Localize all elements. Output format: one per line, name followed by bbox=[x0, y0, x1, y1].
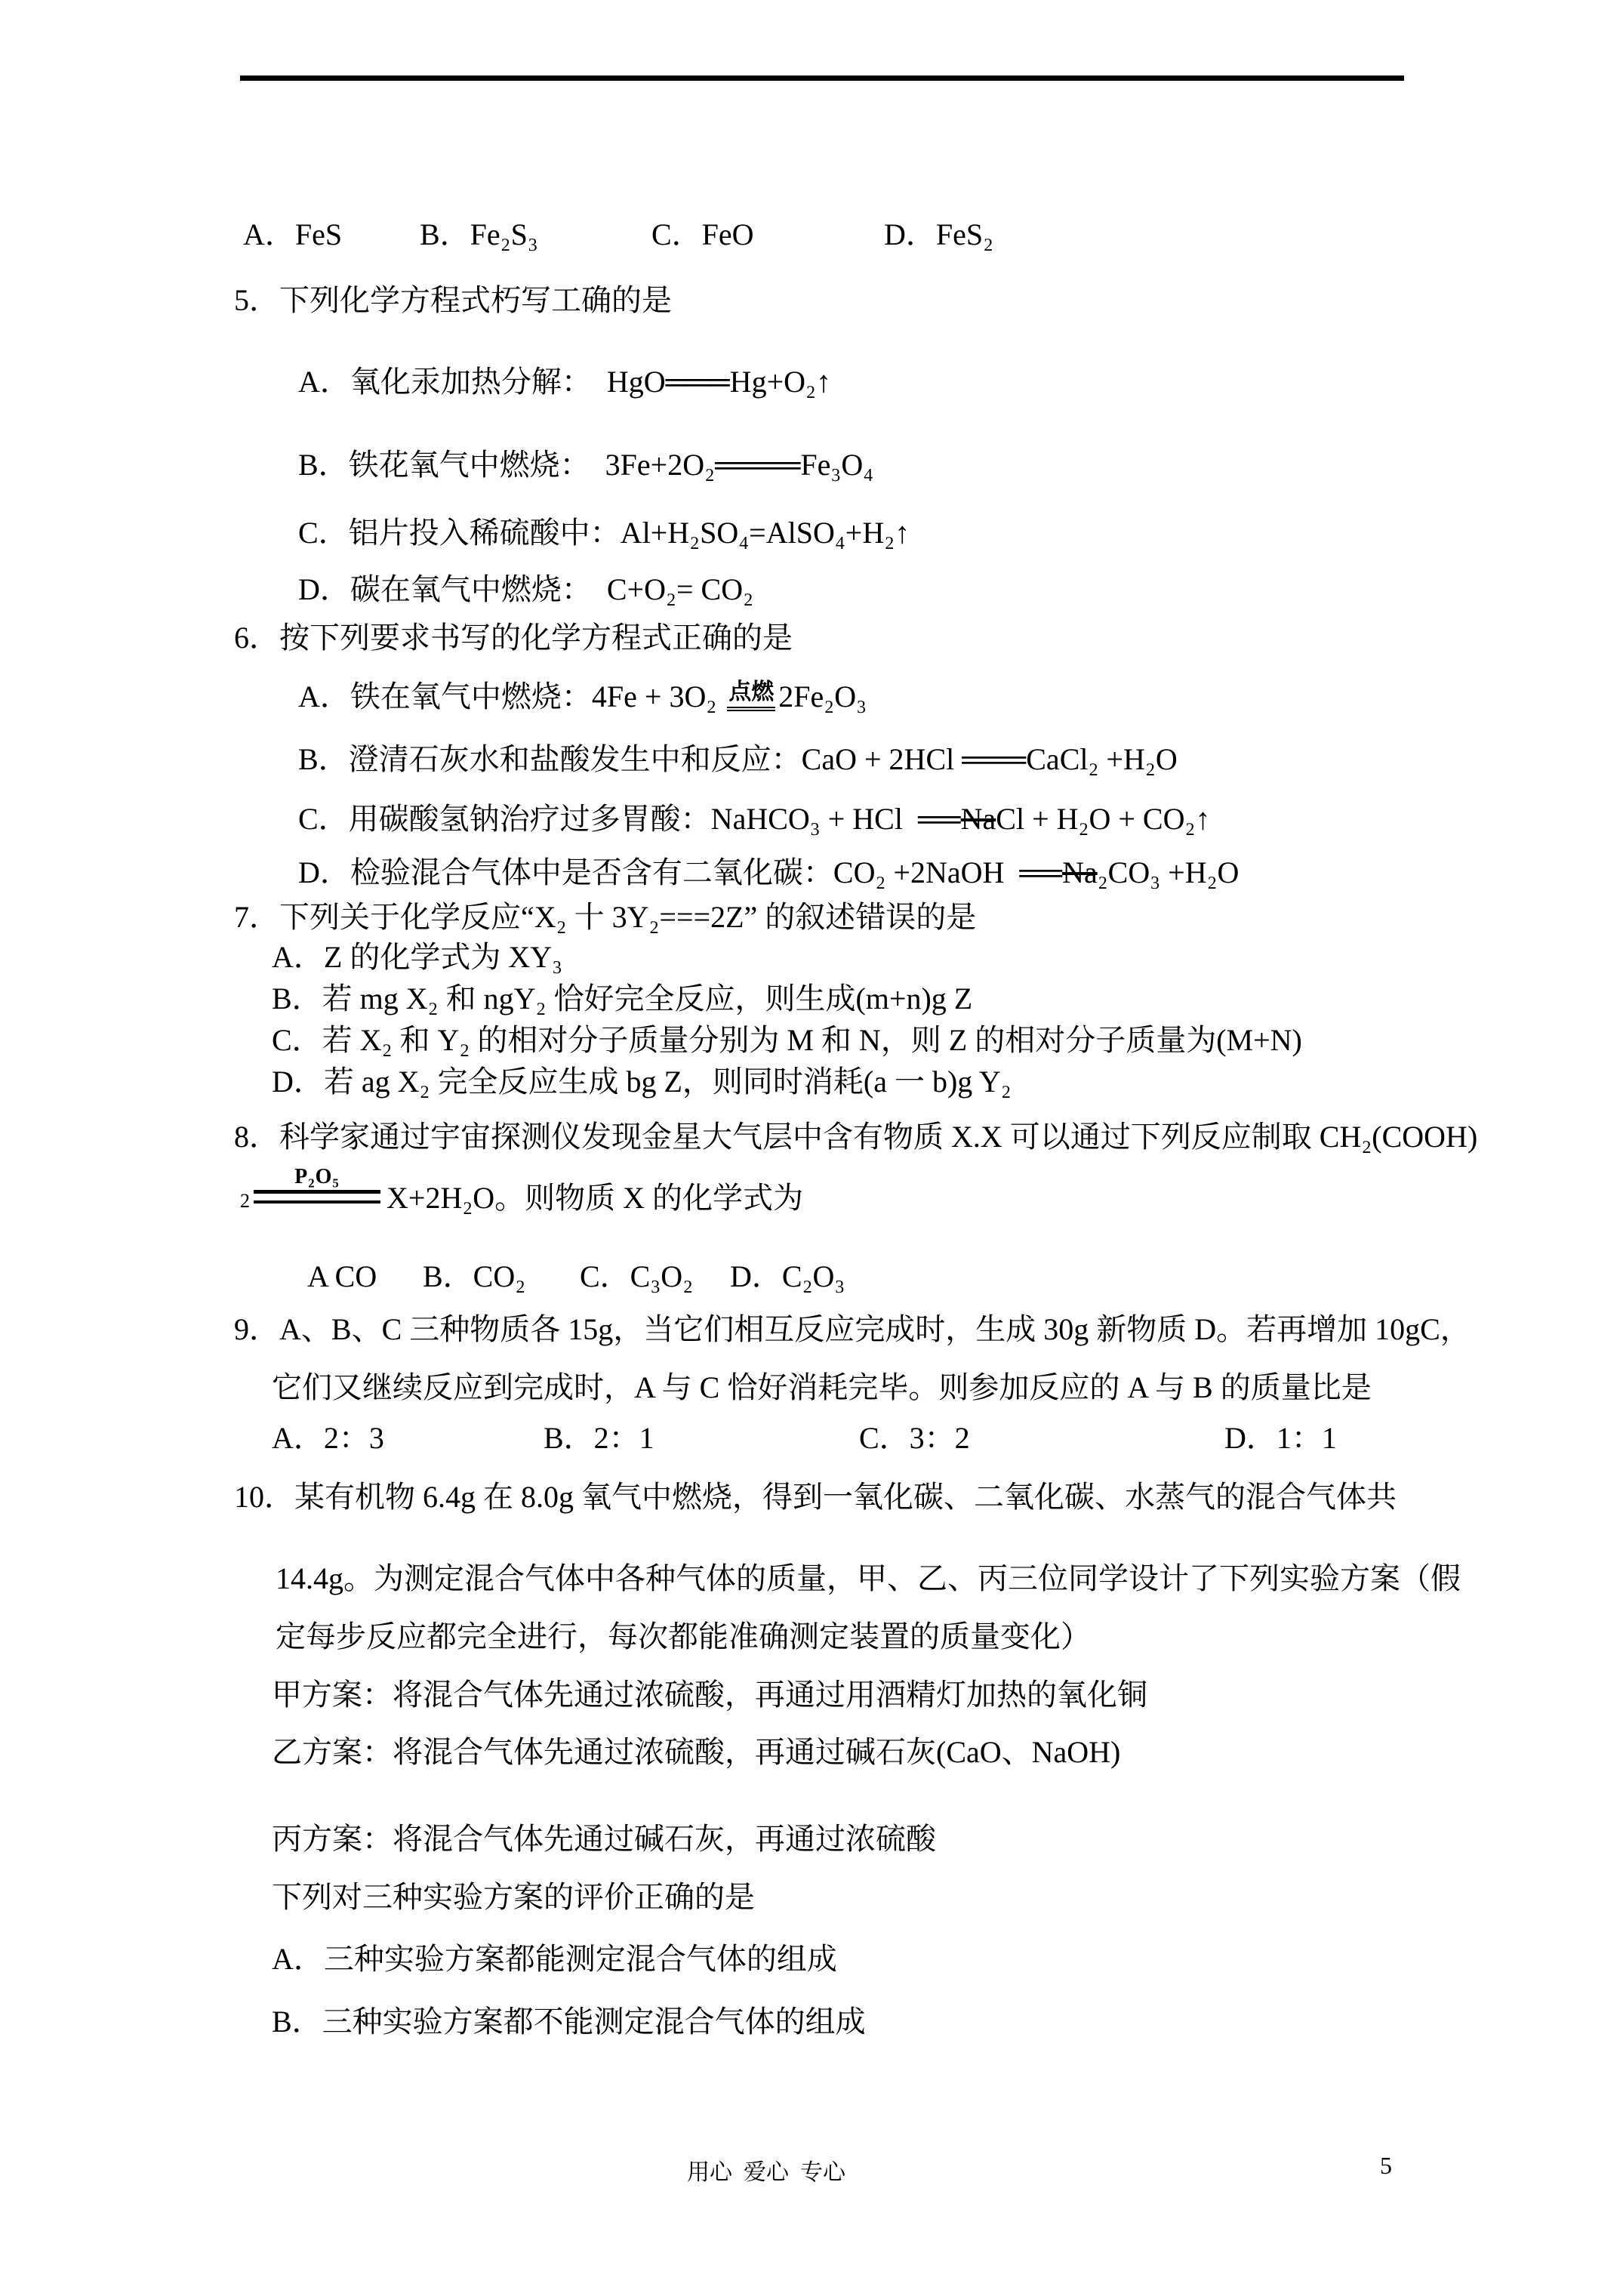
q6-c-post: Cl + H₂O + CO₂↑ bbox=[996, 802, 1211, 836]
q5-option-b: B．铁花氧气中燃烧： 3Fe+2O₂════Fe₃O₄ bbox=[298, 448, 874, 482]
q6-option-b: B．澄清石灰水和盐酸发生中和反应：CaO + 2HCl ═══CaCl₂ +H₂O bbox=[298, 742, 1178, 776]
q8-option-d: D．C₂O₃ bbox=[730, 1259, 845, 1293]
q8-equation-post: X+2H₂O。则物质 X 的化学式为 bbox=[387, 1181, 804, 1215]
q8-intro: 8．科学家通过宇宙探测仪发现金星大气层中含有物质 X.X 可以通过下列反应制取 CH₂(COOH) bbox=[234, 1120, 1478, 1154]
q6-d-post: ₂CO₃ +H₂O bbox=[1097, 855, 1240, 889]
q6-option-a bbox=[298, 680, 867, 719]
q10-scheme-yi: 乙方案：将混合气体先通过浓硫酸，再通过碱石灰(CaO、NaOH) bbox=[272, 1735, 1121, 1769]
q6-a-post: 2Fe₂O₃ bbox=[778, 680, 867, 713]
fes-option-b: B．Fe₂S₃ bbox=[420, 217, 538, 251]
q6-c-pre: C．用碳酸氢钠治疗过多胃酸：NaHCO₃ + HCl ══ bbox=[298, 802, 961, 836]
fes-option-c: C．FeO bbox=[651, 217, 754, 251]
q10-scheme-jia: 甲方案：将混合气体先通过浓硫酸，再通过用酒精灯加热的氧化铜 bbox=[272, 1678, 1147, 1712]
q6-d-struck: Na bbox=[1062, 855, 1098, 889]
footer-motto: 用心 爱心 专心 bbox=[687, 2160, 845, 2185]
q7-title: 7．下列关于化学反应“X₂ 十 3Y₂===2Z” 的叙述错误的是 bbox=[234, 900, 977, 934]
q9-option-b: B．2：1 bbox=[544, 1421, 654, 1455]
q8-equation bbox=[240, 1166, 803, 1216]
q10-option-b: B．三种实验方案都不能测定混合气体的组成 bbox=[272, 2005, 866, 2039]
q7-option-c: C．若 X₂ 和 Y₂ 的相对分子质量分别为 M 和 N，则 Z 的相对分子质量为(M+N) bbox=[272, 1023, 1302, 1057]
q6-a-pre: A．铁在氧气中燃烧：4Fe + 3O₂ bbox=[298, 680, 725, 713]
q5-title: 5．下列化学方程式朽写工确的是 bbox=[234, 283, 672, 317]
q5-option-a: A．氧化汞加热分解： HgO═══Hg+O₂↑ bbox=[298, 365, 831, 399]
q9-option-c: C．3：2 bbox=[859, 1421, 970, 1455]
double-equals-line bbox=[254, 1190, 380, 1203]
q5-option-d: D．碳在氧气中燃烧： C+O₂= CO₂ bbox=[298, 572, 754, 606]
q10-line3: 定每步反应都完全进行，每次都能准确测定装置的质量变化） bbox=[276, 1620, 1091, 1653]
q8-option-c: C．C₃O₂ bbox=[580, 1259, 694, 1293]
q8-option-b: B．CO₂ bbox=[423, 1259, 526, 1293]
q7-option-d: D．若 ag X₂ 完全反应生成 bg Z，则同时消耗(a 一 b)g Y₂ bbox=[272, 1065, 1012, 1099]
q10-option-a: A．三种实验方案都能测定混合气体的组成 bbox=[272, 1942, 837, 1976]
q6-option-d bbox=[298, 855, 1239, 890]
q6-c-struck: Na bbox=[960, 802, 996, 836]
q9-option-a: A．2：3 bbox=[272, 1421, 384, 1455]
q8-option-a: A CO bbox=[307, 1259, 377, 1293]
q9-option-d: D．1：1 bbox=[1224, 1421, 1337, 1455]
top-divider bbox=[240, 76, 1404, 81]
q5-option-c: C．铝片投入稀硫酸中：Al+H₂SO₄=AlSO₄+H₂↑ bbox=[298, 516, 910, 550]
q10-line2: 14.4g。为测定混合气体中各种气体的质量，甲、乙、丙三位同学设计了下列实验方案（假 bbox=[276, 1561, 1461, 1595]
q9-line2: 它们又继续反应到完成时，A 与 C 恰好消耗完毕。则参加反应的 A 与 B 的质量比是 bbox=[272, 1370, 1372, 1404]
q8-equation-subscript: 2 bbox=[240, 1190, 250, 1213]
q10-prompt: 下列对三种实验方案的评价正确的是 bbox=[272, 1880, 755, 1914]
catalyst-label: P₂O₅ bbox=[294, 1165, 340, 1188]
fes-option-a: A．FeS bbox=[243, 217, 343, 251]
page-number: 5 bbox=[1380, 2152, 1392, 2179]
q9-line1: 9．A、B、C 三种物质各 15g，当它们相互反应完成时，生成 30g 新物质 D。若再增加 10gC， bbox=[234, 1312, 1471, 1346]
q7-option-b: B．若 mg X₂ 和 ngY₂ 恰好完全反应，则生成(m+n)g Z bbox=[272, 982, 973, 1015]
q10-scheme-bing: 丙方案：将混合气体先通过碱石灰，再通过浓硫酸 bbox=[272, 1822, 936, 1856]
reaction-condition-bar bbox=[254, 1166, 380, 1203]
q10-line1: 10．某有机物 6.4g 在 8.0g 氧气中燃烧，得到一氧化碳、二氧化碳、水蒸气的混合气体共 bbox=[234, 1480, 1397, 1514]
fes-option-d: D．FeS₂ bbox=[884, 217, 994, 251]
ignite-condition-label: 点燃 bbox=[727, 680, 775, 711]
q6-d-pre: D．检验混合气体中是否含有二氧化碳：CO₂ +2NaOH ══ bbox=[298, 855, 1063, 889]
q6-option-c bbox=[298, 802, 1210, 837]
q6-title: 6．按下列要求书写的化学方程式正确的是 bbox=[234, 621, 793, 655]
q7-option-a: A．Z 的化学式为 XY₃ bbox=[272, 940, 563, 974]
